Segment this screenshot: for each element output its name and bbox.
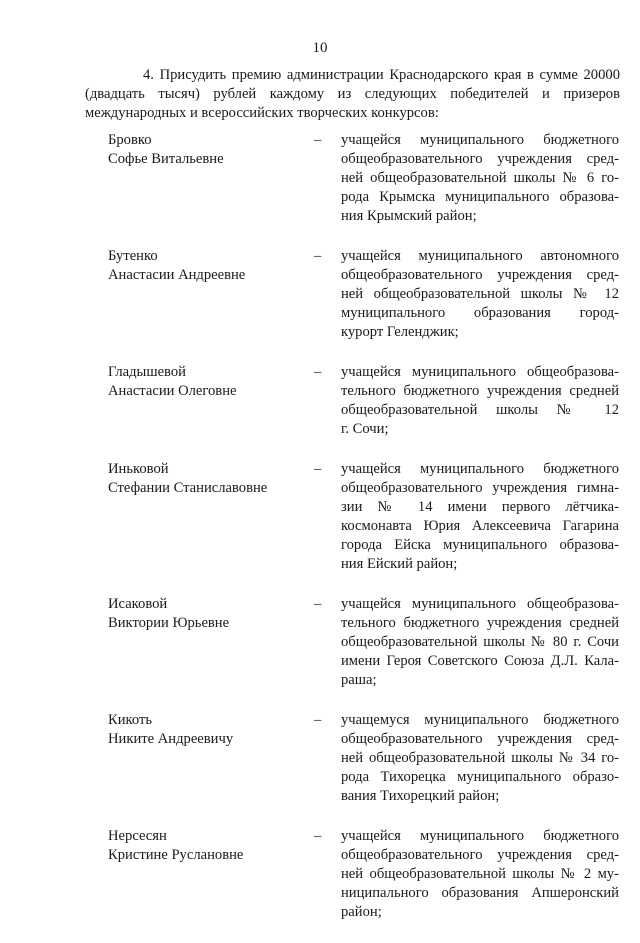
awardee-name	[0, 131, 338, 226]
awardee-description	[341, 595, 619, 690]
awardee-entry	[0, 363, 640, 439]
description-line: учащемуся муниципального бюджетного	[341, 712, 619, 728]
awardee-description	[341, 363, 619, 439]
awardee-given-name: Анастасии Андреевне	[108, 267, 246, 283]
intro-paragraph: 4. Присудить премию администрации Краснодарского края в сумме 20000 (двадцать тысяч) рублей каждому из следующих победителей и призеров международных и всероссийских творческих конкурсов:	[85, 67, 620, 121]
dash-separator: –	[314, 828, 322, 844]
description-line: ния Крымский район;	[341, 208, 477, 224]
awardee-entry	[0, 595, 640, 690]
awardee-entry	[0, 247, 640, 342]
awardee-surname: Иньковой	[108, 461, 169, 477]
description-line: тельного бюджетного учреждения средней	[341, 615, 619, 631]
awardee-list	[0, 131, 640, 943]
awardee-name	[0, 247, 338, 342]
description-line: общеобразовательной школы № 80 г. Сочи	[341, 634, 619, 650]
description-line: общеобразовательной школы № 12	[341, 402, 619, 418]
awardee-surname: Бутенко	[108, 248, 158, 264]
awardee-surname: Кикоть	[108, 712, 153, 728]
description-line: учащейся муниципального бюджетного	[341, 828, 619, 844]
dash-separator: –	[314, 461, 322, 477]
awardee-name	[0, 711, 338, 806]
awardee-surname: Гладышевой	[108, 364, 186, 380]
description-line: общеобразовательного учреждения сред-	[341, 151, 619, 167]
awardee-given-name: Кристине Руслановне	[108, 847, 244, 863]
description-line: города Ейска муниципального образова-	[341, 537, 619, 553]
awardee-description	[341, 711, 619, 806]
description-line: ней общеобразовательной школы № 34 го-	[341, 750, 619, 766]
description-line: общеобразовательного учреждения сред-	[341, 267, 619, 283]
dash-separator: –	[314, 132, 322, 148]
dash-separator: –	[314, 596, 322, 612]
description-line: общеобразовательного учреждения сред-	[341, 731, 619, 747]
description-line: муниципального образования город-	[341, 305, 619, 321]
awardee-surname: Исаковой	[108, 596, 168, 612]
description-line: ней общеобразовательной школы № 2 му-	[341, 866, 619, 882]
description-line: рода Крымска муниципального образова-	[341, 189, 619, 205]
description-line: тельного бюджетного учреждения средней	[341, 383, 619, 399]
description-line: г. Сочи;	[341, 421, 389, 437]
awardee-surname: Бровко	[108, 132, 152, 148]
awardee-name	[0, 595, 338, 690]
description-line: космонавта Юрия Алексеевича Гагарина	[341, 518, 619, 534]
awardee-given-name: Анастасии Олеговне	[108, 383, 237, 399]
description-line: учащейся муниципального общеобразова-	[341, 364, 619, 380]
description-line: ней общеобразовательной школы № 12	[341, 286, 619, 302]
description-line: ниципального образования Апшеронский	[341, 885, 619, 901]
dash-separator: –	[314, 364, 322, 380]
awardee-name	[0, 363, 338, 439]
awardee-entry	[0, 827, 640, 922]
awardee-description	[341, 247, 619, 342]
description-line: раша;	[341, 672, 377, 688]
description-line: имени Героя Советского Союза Д.Л. Кала-	[341, 653, 619, 669]
description-line: учащейся муниципального бюджетного	[341, 132, 619, 148]
dash-separator: –	[314, 248, 322, 264]
awardee-description	[341, 827, 619, 922]
awardee-description	[341, 131, 619, 226]
description-line: зии № 14 имени первого лётчика-	[341, 499, 619, 515]
awardee-given-name: Софье Витальевне	[108, 151, 224, 167]
description-line: район;	[341, 904, 382, 920]
description-line: учащейся муниципального бюджетного	[341, 461, 619, 477]
awardee-given-name: Никите Андреевичу	[108, 731, 234, 747]
awardee-entry	[0, 131, 640, 226]
description-line: рода Тихорецка муниципального образо-	[341, 769, 619, 785]
description-line: общеобразовательного учреждения сред-	[341, 847, 619, 863]
awardee-description	[341, 460, 619, 574]
description-line: общеобразовательного учреждения гимна-	[341, 480, 619, 496]
page-number: 10	[312, 40, 328, 56]
awardee-name	[0, 460, 338, 574]
awardee-given-name: Стефании Станиславовне	[108, 480, 268, 496]
awardee-entry	[0, 711, 640, 806]
awardee-given-name: Виктории Юрьевне	[108, 615, 230, 631]
awardee-entry	[0, 460, 640, 574]
dash-separator: –	[314, 712, 322, 728]
awardee-name	[0, 827, 338, 922]
awardee-surname: Нерсесян	[108, 828, 167, 844]
description-line: вания Тихорецкий район;	[341, 788, 500, 804]
description-line: ния Ейский район;	[341, 556, 458, 572]
description-line: курорт Геленджик;	[341, 324, 459, 340]
description-line: ней общеобразовательной школы № 6 го-	[341, 170, 619, 186]
description-line: учащейся муниципального автономного	[341, 248, 619, 264]
description-line: учащейся муниципального общеобразова-	[341, 596, 619, 612]
